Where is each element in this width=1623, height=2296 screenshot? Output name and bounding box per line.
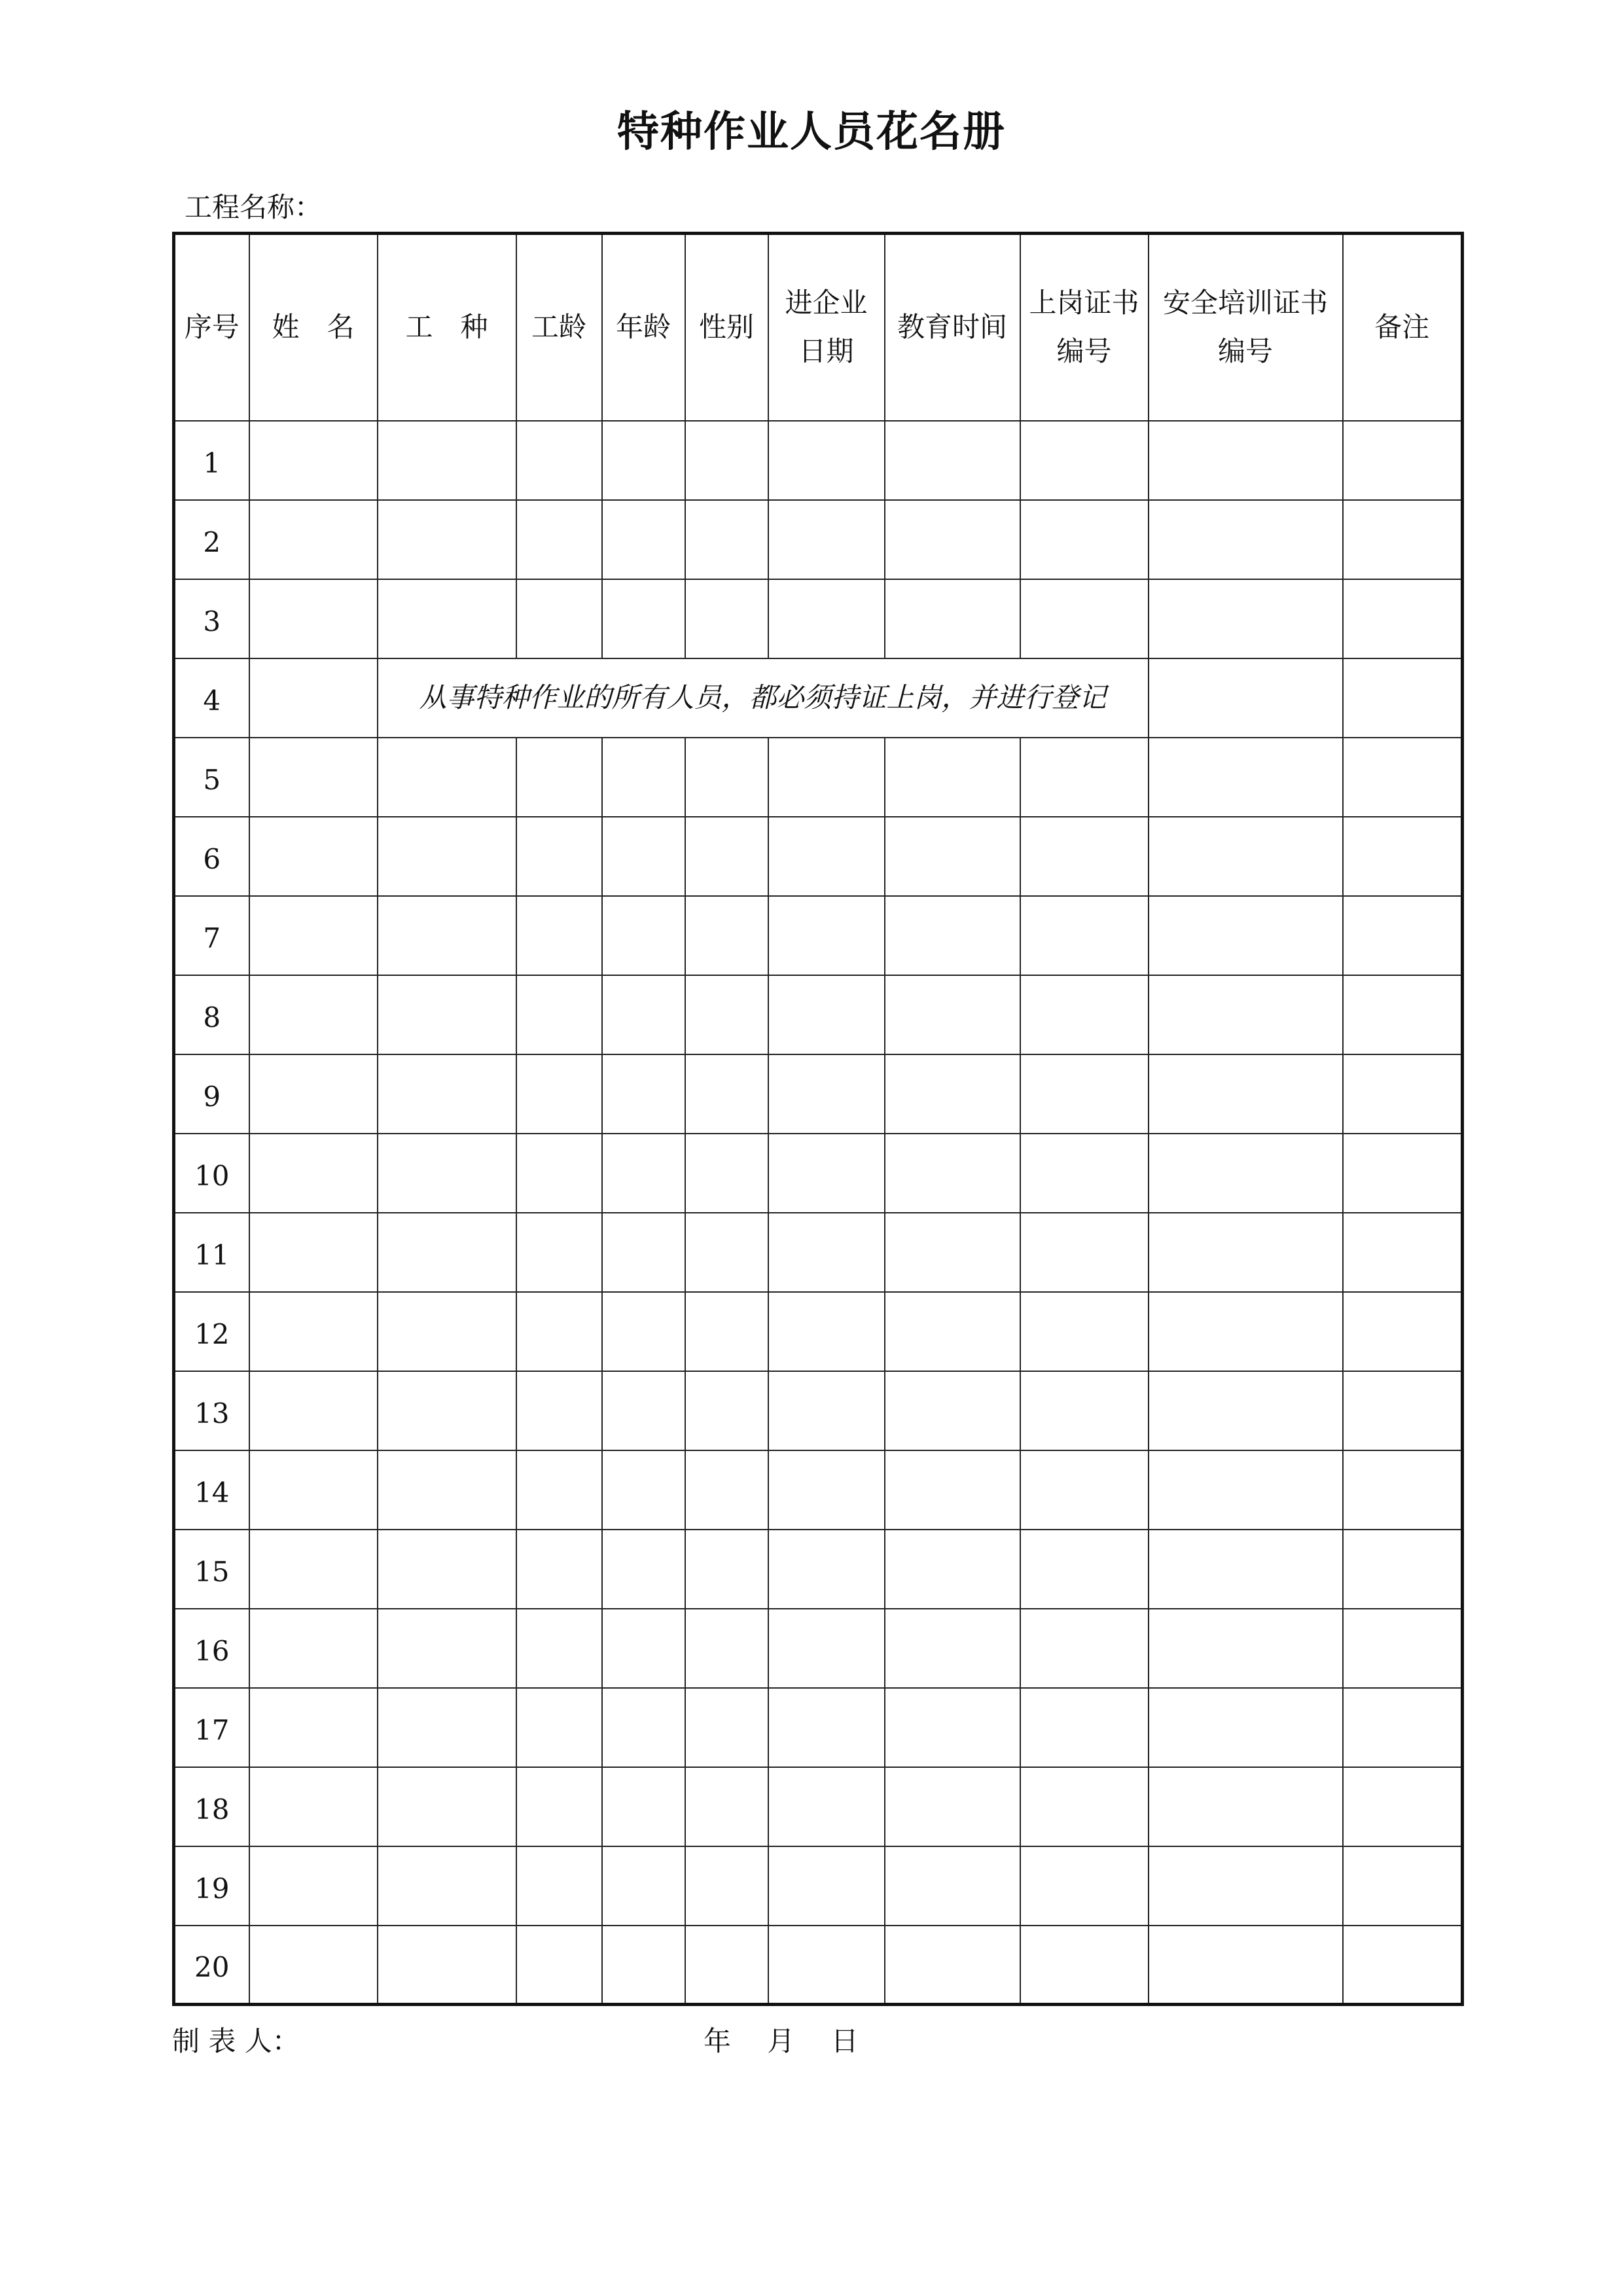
cell-education-time[interactable]	[885, 896, 1020, 975]
cell-age[interactable]	[602, 1846, 685, 1926]
cell-entry-date[interactable]	[768, 1371, 885, 1450]
cell-name[interactable]	[249, 896, 378, 975]
cell-gender[interactable]	[685, 1688, 768, 1767]
cell-age[interactable]	[602, 1609, 685, 1688]
cell-education-time[interactable]	[885, 1926, 1020, 2005]
table-row	[174, 1767, 1463, 1846]
cell-safety-certificate[interactable]	[1149, 579, 1343, 658]
cell-education-time[interactable]	[885, 738, 1020, 817]
cell-gender[interactable]	[685, 1609, 768, 1688]
date-label: 年 月 日	[704, 2025, 859, 2057]
cell-name[interactable]	[249, 1609, 378, 1688]
row-number: 12	[174, 1292, 249, 1371]
table-row	[174, 658, 1463, 738]
cell-work-years[interactable]	[516, 1688, 602, 1767]
cell-remarks[interactable]	[1343, 1371, 1463, 1450]
cell-remarks[interactable]	[1343, 1054, 1463, 1134]
row-number: 20	[174, 1926, 249, 2005]
cell-post-certificate[interactable]	[1020, 579, 1149, 658]
cell-age[interactable]	[602, 1134, 685, 1213]
cell-education-time[interactable]	[885, 1134, 1020, 1213]
cell-post-certificate[interactable]	[1020, 817, 1149, 896]
cell-trade[interactable]	[378, 1846, 516, 1926]
personnel-roster-table	[172, 232, 1464, 2006]
cell-post-certificate[interactable]	[1020, 738, 1149, 817]
table-row	[174, 738, 1463, 817]
cell-entry-date[interactable]	[768, 1846, 885, 1926]
cell-remarks[interactable]	[1343, 1767, 1463, 1846]
cell-gender[interactable]	[685, 738, 768, 817]
cell-gender[interactable]	[685, 817, 768, 896]
cell-safety-certificate[interactable]	[1149, 1530, 1343, 1609]
cell-education-time[interactable]	[885, 817, 1020, 896]
cell-remarks[interactable]	[1343, 738, 1463, 817]
cell-gender[interactable]	[685, 1926, 768, 2005]
cell-trade[interactable]	[378, 975, 516, 1054]
cell-safety-certificate[interactable]	[1149, 500, 1343, 579]
cell-work-years[interactable]	[516, 500, 602, 579]
cell-gender[interactable]	[685, 1134, 768, 1213]
cell-safety-certificate[interactable]	[1149, 1054, 1343, 1134]
cell-entry-date[interactable]	[768, 896, 885, 975]
cell-work-years[interactable]	[516, 1609, 602, 1688]
cell-entry-date[interactable]	[768, 738, 885, 817]
row-number: 17	[174, 1688, 249, 1767]
table-row	[174, 1371, 1463, 1450]
row-number: 8	[174, 975, 249, 1054]
instruction-note: 从事特种作业的所有人员，都必须持证上岗，并进行登记	[378, 658, 1149, 738]
table-row	[174, 1530, 1463, 1609]
cell-gender[interactable]	[685, 975, 768, 1054]
cell-work-years[interactable]	[516, 1530, 602, 1609]
cell-trade[interactable]	[378, 1371, 516, 1450]
cell-education-time[interactable]	[885, 579, 1020, 658]
cell-remarks[interactable]	[1343, 1292, 1463, 1371]
cell-safety-certificate[interactable]	[1149, 896, 1343, 975]
cell-work-years[interactable]	[516, 1054, 602, 1134]
cell-entry-date[interactable]	[768, 817, 885, 896]
cell-entry-date[interactable]	[768, 1609, 885, 1688]
table-row	[174, 896, 1463, 975]
table-row	[174, 421, 1463, 500]
cell-safety-certificate[interactable]	[1149, 1609, 1343, 1688]
cell-gender[interactable]	[685, 1450, 768, 1530]
cell-gender[interactable]	[685, 1213, 768, 1292]
header-age: 年龄	[602, 234, 685, 421]
cell-work-years[interactable]	[516, 579, 602, 658]
header-entry-date: 进企业 日期	[768, 234, 885, 421]
cell-trade[interactable]	[378, 817, 516, 896]
cell-work-years[interactable]	[516, 738, 602, 817]
cell-age[interactable]	[602, 1213, 685, 1292]
cell-work-years[interactable]	[516, 896, 602, 975]
cell-name[interactable]	[249, 817, 378, 896]
cell-gender[interactable]	[685, 500, 768, 579]
cell-gender[interactable]	[685, 1530, 768, 1609]
cell-entry-date[interactable]	[768, 1292, 885, 1371]
row-number: 7	[174, 896, 249, 975]
cell-education-time[interactable]	[885, 421, 1020, 500]
cell-work-years[interactable]	[516, 1292, 602, 1371]
row-number: 19	[174, 1846, 249, 1926]
cell-trade[interactable]	[378, 1292, 516, 1371]
page-title: 特种作业人员花名册	[617, 107, 1006, 156]
cell-trade[interactable]	[378, 1134, 516, 1213]
header-work-years: 工龄	[516, 234, 602, 421]
cell-gender[interactable]	[685, 1054, 768, 1134]
cell-post-certificate[interactable]	[1020, 896, 1149, 975]
cell-gender[interactable]	[685, 421, 768, 500]
cell-remarks[interactable]	[1343, 421, 1463, 500]
row-number: 3	[174, 579, 249, 658]
cell-work-years[interactable]	[516, 1926, 602, 2005]
row-number: 5	[174, 738, 249, 817]
row-number: 1	[174, 421, 249, 500]
cell-post-certificate[interactable]	[1020, 1054, 1149, 1134]
cell-safety-certificate[interactable]	[1149, 817, 1343, 896]
header-gender: 性别	[685, 234, 768, 421]
cell-safety-certificate[interactable]	[1149, 1134, 1343, 1213]
cell-safety-certificate[interactable]	[1149, 1292, 1343, 1371]
row-number: 10	[174, 1134, 249, 1213]
cell-post-certificate[interactable]	[1020, 1213, 1149, 1292]
cell-remarks[interactable]	[1343, 817, 1463, 896]
cell-age[interactable]	[602, 1292, 685, 1371]
cell-remarks[interactable]	[1343, 975, 1463, 1054]
cell-age[interactable]	[602, 1688, 685, 1767]
cell-safety-certificate[interactable]	[1149, 1213, 1343, 1292]
cell-age[interactable]	[602, 738, 685, 817]
cell-safety-certificate[interactable]	[1149, 1926, 1343, 2005]
cell-remarks[interactable]	[1343, 658, 1463, 738]
table-row	[174, 1213, 1463, 1292]
cell-education-time[interactable]	[885, 1530, 1020, 1609]
cell-entry-date[interactable]	[768, 1134, 885, 1213]
cell-post-certificate[interactable]	[1020, 1134, 1149, 1213]
cell-name[interactable]	[249, 1371, 378, 1450]
cell-entry-date[interactable]	[768, 1213, 885, 1292]
cell-gender[interactable]	[685, 1846, 768, 1926]
cell-age[interactable]	[602, 579, 685, 658]
cell-gender[interactable]	[685, 1371, 768, 1450]
cell-name[interactable]	[249, 738, 378, 817]
cell-safety-certificate[interactable]	[1149, 1688, 1343, 1767]
table-row	[174, 579, 1463, 658]
row-number: 15	[174, 1530, 249, 1609]
cell-trade[interactable]	[378, 1054, 516, 1134]
cell-post-certificate[interactable]	[1020, 1688, 1149, 1767]
cell-post-certificate[interactable]	[1020, 1926, 1149, 2005]
cell-name[interactable]	[249, 1530, 378, 1609]
cell-post-certificate[interactable]	[1020, 1292, 1149, 1371]
cell-education-time[interactable]	[885, 1213, 1020, 1292]
table-row	[174, 1054, 1463, 1134]
row-number: 2	[174, 500, 249, 579]
cell-remarks[interactable]	[1343, 1688, 1463, 1767]
table-row	[174, 1846, 1463, 1926]
cell-education-time[interactable]	[885, 1450, 1020, 1530]
cell-gender[interactable]	[685, 579, 768, 658]
cell-name[interactable]	[249, 1688, 378, 1767]
cell-entry-date[interactable]	[768, 1530, 885, 1609]
table-row	[174, 1134, 1463, 1213]
row-number: 13	[174, 1371, 249, 1450]
row-number: 6	[174, 817, 249, 896]
row-number: 16	[174, 1609, 249, 1688]
header-education-time: 教育时间	[885, 234, 1020, 421]
cell-entry-date[interactable]	[768, 500, 885, 579]
cell-post-certificate[interactable]	[1020, 500, 1149, 579]
cell-age[interactable]	[602, 975, 685, 1054]
row-number: 14	[174, 1450, 249, 1530]
cell-post-certificate[interactable]	[1020, 975, 1149, 1054]
header-seq: 序号	[174, 234, 249, 421]
cell-work-years[interactable]	[516, 1371, 602, 1450]
cell-trade[interactable]	[378, 1767, 516, 1846]
project-name-label: 工程名称：	[185, 191, 323, 223]
cell-work-years[interactable]	[516, 817, 602, 896]
cell-entry-date[interactable]	[768, 1767, 885, 1846]
cell-name[interactable]	[249, 1767, 378, 1846]
cell-entry-date[interactable]	[768, 1688, 885, 1767]
cell-education-time[interactable]	[885, 1688, 1020, 1767]
cell-work-years[interactable]	[516, 1846, 602, 1926]
cell-education-time[interactable]	[885, 1371, 1020, 1450]
cell-post-certificate[interactable]	[1020, 1846, 1149, 1926]
cell-gender[interactable]	[685, 1767, 768, 1846]
cell-safety-certificate[interactable]	[1149, 1846, 1343, 1926]
cell-remarks[interactable]	[1343, 1213, 1463, 1292]
cell-remarks[interactable]	[1343, 500, 1463, 579]
cell-education-time[interactable]	[885, 975, 1020, 1054]
cell-trade[interactable]	[378, 896, 516, 975]
cell-gender[interactable]	[685, 1292, 768, 1371]
cell-age[interactable]	[602, 1450, 685, 1530]
cell-entry-date[interactable]	[768, 1450, 885, 1530]
cell-trade[interactable]	[378, 1926, 516, 2005]
cell-name[interactable]	[249, 1846, 378, 1926]
cell-post-certificate[interactable]	[1020, 421, 1149, 500]
cell-remarks[interactable]	[1343, 579, 1463, 658]
cell-safety-certificate[interactable]	[1149, 1767, 1343, 1846]
cell-age[interactable]	[602, 896, 685, 975]
cell-age[interactable]	[602, 1767, 685, 1846]
cell-entry-date[interactable]	[768, 1926, 885, 2005]
cell-trade[interactable]	[378, 579, 516, 658]
cell-post-certificate[interactable]	[1020, 1450, 1149, 1530]
cell-trade[interactable]	[378, 421, 516, 500]
cell-safety-certificate[interactable]	[1149, 1371, 1343, 1450]
cell-entry-date[interactable]	[768, 1054, 885, 1134]
cell-education-time[interactable]	[885, 1609, 1020, 1688]
preparer-label: 制 表 人：	[172, 2025, 300, 2057]
table-header-row	[174, 234, 1463, 421]
cell-remarks[interactable]	[1343, 1450, 1463, 1530]
cell-entry-date[interactable]	[768, 975, 885, 1054]
row-number: 4	[174, 658, 249, 738]
cell-safety-certificate[interactable]	[1149, 975, 1343, 1054]
cell-remarks[interactable]	[1343, 1846, 1463, 1926]
cell-education-time[interactable]	[885, 1054, 1020, 1134]
cell-work-years[interactable]	[516, 421, 602, 500]
cell-trade[interactable]	[378, 1688, 516, 1767]
cell-age[interactable]	[602, 1926, 685, 2005]
table-row	[174, 817, 1463, 896]
cell-age[interactable]	[602, 1530, 685, 1609]
cell-name[interactable]	[249, 1134, 378, 1213]
cell-work-years[interactable]	[516, 1134, 602, 1213]
cell-gender[interactable]	[685, 896, 768, 975]
header-trade: 工 种	[378, 234, 516, 421]
cell-entry-date[interactable]	[768, 579, 885, 658]
table-row	[174, 1450, 1463, 1530]
cell-name[interactable]	[249, 658, 378, 738]
cell-name[interactable]	[249, 1292, 378, 1371]
cell-name[interactable]	[249, 975, 378, 1054]
cell-age[interactable]	[602, 421, 685, 500]
table-row	[174, 1688, 1463, 1767]
header-name: 姓 名	[249, 234, 378, 421]
cell-work-years[interactable]	[516, 1767, 602, 1846]
cell-name[interactable]	[249, 1450, 378, 1530]
cell-post-certificate[interactable]	[1020, 1767, 1149, 1846]
cell-entry-date[interactable]	[768, 421, 885, 500]
cell-safety-certificate[interactable]	[1149, 1450, 1343, 1530]
cell-age[interactable]	[602, 1054, 685, 1134]
cell-trade[interactable]	[378, 1213, 516, 1292]
cell-remarks[interactable]	[1343, 1134, 1463, 1213]
cell-safety-certificate[interactable]	[1149, 421, 1343, 500]
cell-work-years[interactable]	[516, 1450, 602, 1530]
cell-name[interactable]	[249, 1054, 378, 1134]
cell-education-time[interactable]	[885, 1767, 1020, 1846]
cell-trade[interactable]	[378, 500, 516, 579]
cell-post-certificate[interactable]	[1020, 1609, 1149, 1688]
table-row	[174, 1292, 1463, 1371]
header-post-certificate: 上岗证书 编号	[1020, 234, 1149, 421]
table-body	[174, 421, 1463, 2005]
table-row	[174, 975, 1463, 1054]
cell-trade[interactable]	[378, 1530, 516, 1609]
row-number: 11	[174, 1213, 249, 1292]
cell-name[interactable]	[249, 1213, 378, 1292]
cell-education-time[interactable]	[885, 1292, 1020, 1371]
cell-name[interactable]	[249, 1926, 378, 2005]
cell-safety-certificate[interactable]	[1149, 658, 1343, 738]
cell-remarks[interactable]	[1343, 1926, 1463, 2005]
cell-education-time[interactable]	[885, 1846, 1020, 1926]
cell-post-certificate[interactable]	[1020, 1530, 1149, 1609]
header-safety-certificate: 安全培训证书 编号	[1149, 234, 1343, 421]
cell-remarks[interactable]	[1343, 896, 1463, 975]
table-row	[174, 1926, 1463, 2005]
cell-remarks[interactable]	[1343, 1609, 1463, 1688]
cell-safety-certificate[interactable]	[1149, 738, 1343, 817]
table-row	[174, 1609, 1463, 1688]
cell-trade[interactable]	[378, 1450, 516, 1530]
table-row	[174, 500, 1463, 579]
cell-age[interactable]	[602, 817, 685, 896]
header-remarks: 备注	[1343, 234, 1463, 421]
cell-age[interactable]	[602, 500, 685, 579]
cell-post-certificate[interactable]	[1020, 1371, 1149, 1450]
cell-name[interactable]	[249, 500, 378, 579]
cell-work-years[interactable]	[516, 975, 602, 1054]
cell-name[interactable]	[249, 421, 378, 500]
cell-education-time[interactable]	[885, 500, 1020, 579]
cell-trade[interactable]	[378, 1609, 516, 1688]
row-number: 18	[174, 1767, 249, 1846]
cell-remarks[interactable]	[1343, 1530, 1463, 1609]
cell-name[interactable]	[249, 579, 378, 658]
cell-work-years[interactable]	[516, 1213, 602, 1292]
row-number: 9	[174, 1054, 249, 1134]
cell-age[interactable]	[602, 1371, 685, 1450]
cell-trade[interactable]	[378, 738, 516, 817]
